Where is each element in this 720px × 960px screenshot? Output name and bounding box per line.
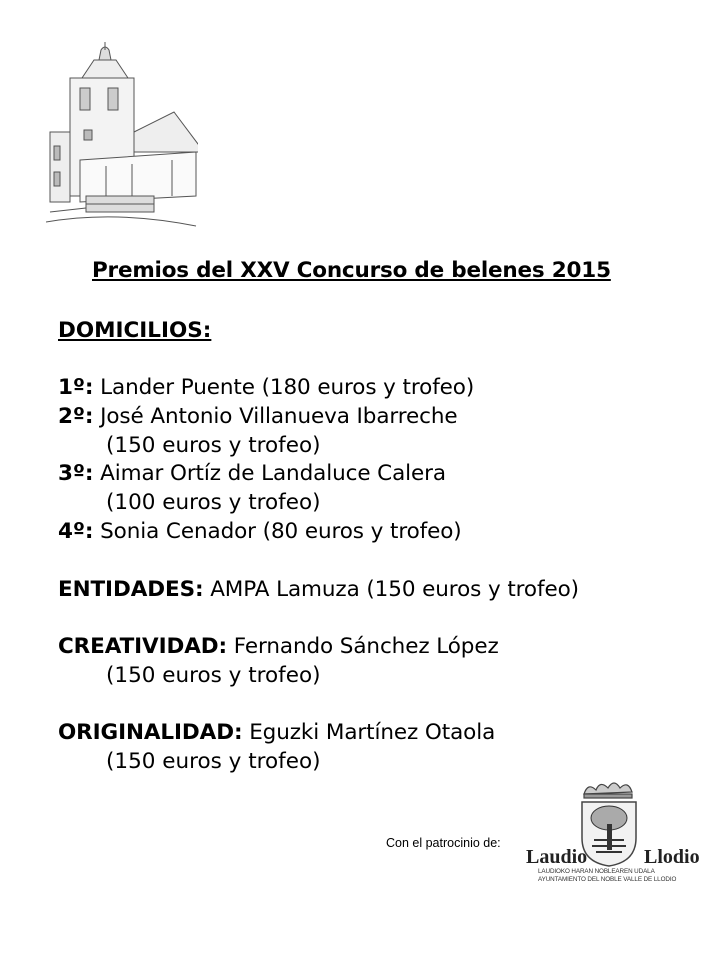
domicilios-entry-3	[58, 461, 446, 486]
originalidad-entry	[58, 720, 495, 745]
winner-name: Fernando Sánchez López	[233, 634, 499, 659]
logo-laudio: Laudio	[526, 846, 588, 868]
prize-text: (150 euros y trofeo)	[106, 433, 321, 458]
category-label: ORIGINALIDAD:	[58, 720, 243, 745]
sponsor-text: Con el patrocinio de:	[386, 836, 501, 850]
category-label: ENTIDADES:	[58, 577, 204, 602]
entidades-entry	[58, 577, 579, 602]
place-label: 1º:	[58, 375, 94, 400]
prize-text: (100 euros y trofeo)	[106, 490, 321, 515]
winner-name: Sonia Cenador (80 euros y trofeo)	[100, 519, 462, 544]
winner-name: José Antonio Villanueva Ibarreche	[100, 404, 458, 429]
place-label: 2º:	[58, 404, 94, 429]
logo-subtitle-basque: LAUDIOKO HARAN NOBLEAREN UDALA	[538, 868, 655, 875]
logo-llodio: Llodio	[644, 846, 700, 868]
prize-text: (150 euros y trofeo)	[106, 663, 321, 688]
prize-text: (150 euros y trofeo)	[106, 749, 321, 774]
coat-of-arms-icon	[578, 780, 640, 868]
logo-subtitle-spanish: AYUNTAMIENTO DEL NOBLE VALLE DE LLODIO	[538, 876, 677, 883]
winner-name: Eguzki Martínez Otaola	[249, 720, 496, 745]
church-illustration	[46, 36, 198, 234]
winner-name: Lander Puente (180 euros y trofeo)	[100, 375, 475, 400]
place-label: 4º:	[58, 519, 94, 544]
page-title: Premios del XXV Concurso de belenes 2015	[92, 258, 611, 283]
creatividad-entry	[58, 634, 499, 659]
domicilios-entry-2	[58, 404, 458, 429]
domicilios-entry-4	[58, 519, 462, 544]
domicilios-entry-1	[58, 375, 474, 400]
winner-name: AMPA Lamuza (150 euros y trofeo)	[210, 577, 579, 602]
winner-name: Aimar Ortíz de Landaluce Calera	[100, 461, 446, 486]
domicilios-heading: DOMICILIOS:	[58, 318, 212, 343]
place-label: 3º:	[58, 461, 94, 486]
category-label: CREATIVIDAD:	[58, 634, 228, 659]
municipality-logo	[526, 780, 708, 884]
